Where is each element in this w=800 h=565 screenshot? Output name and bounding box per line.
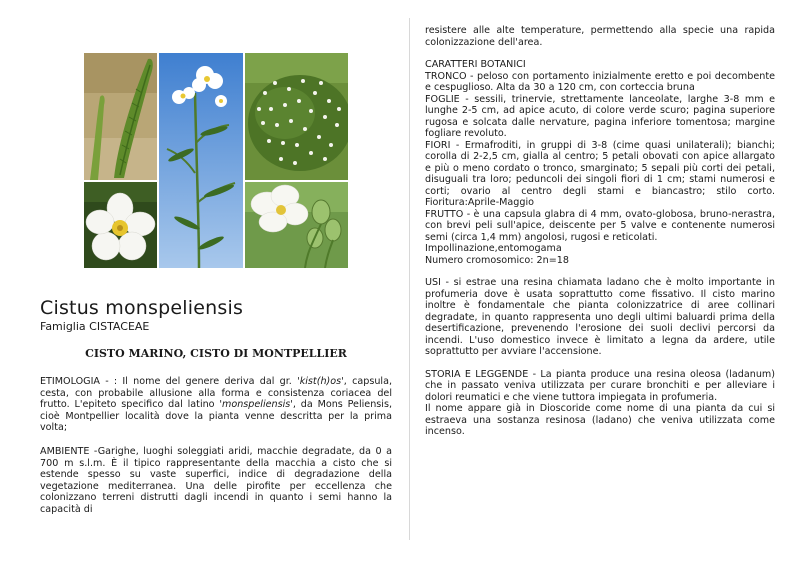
common-names: CISTO MARINO, CISTO DI MONTPELLIER (85, 347, 347, 360)
etimologia-label: ETIMOLOGIA - : (40, 376, 118, 387)
tronco-paragraph: TRONCO - peloso con portamento inizialmente eretto e poi decombente e cespuglioso. Alta da 30 a 120 cm, con corteccia bruna (425, 70, 775, 93)
column-divider (409, 18, 410, 540)
etimologia-paragraph (40, 376, 392, 434)
shrub-photo (245, 53, 348, 180)
fiori-paragraph: FIORI - Ermafroditi, in gruppi di 3-8 (cime quasi unilaterali); bianchi; corolla di 2-2,5 cm, gialla al centro; 5 petali obovati con apice allargato e più o meno cordato o tronco, smarginato; 5 sepali più corti dei petali, disuguali tra loro; peduncoli dei singoli fiori di 1 cm; stami numerosi e corti; ovario al centro degli stami e biancastro; stilo corto. Fioritura:Aprile-Maggio (425, 139, 775, 208)
etimologia-text-2: , capsula, cesta, con probabile allusione alla forma e consistenza coriacea del frutto. L'epiteto specifico dal latino (40, 376, 392, 411)
etimologia-greek-term: 'kist(h)os' (297, 376, 344, 387)
foglie-paragraph: FOGLIE - sessili, trinervie, strettamente lanceolate, larghe 3-8 mm e lunghe 2-5 cm, ad apice acuto, di colore verde scuro; pagina superiore rugosa e solcata dalle nervature, pagina inferiore tomentosa; margine fogliare revoluto. (425, 93, 775, 139)
storia-paragraph-2: Il nome appare già in Dioscoride come nome di una pianta da cui si estraeva una sostanza resinosa (ladano) che veniva utilizzata come incenso. (425, 403, 775, 437)
ambiente-paragraph: AMBIENTE -Garighe, luoghi soleggiati aridi, macchie degradate, da 0 a 700 m s.l.m. È il tipico rappresentante della macchia a cisto che si estende spesso su vaste superfici, indice di degradazione della vegetazione mediterranea. Una delle pirofite per eccellenza che colonizzano terreni distrutti dagli incendi in quanto i semi hanno la capacità di (40, 446, 392, 515)
cromosomi-line: Numero cromosomico: 2n=18 (425, 254, 569, 266)
photo-collage (84, 53, 348, 268)
frutto-paragraph: FRUTTO - è una capsula glabra di 4 mm, ovato-globosa, bruno-nerastra, con brevi peli sull'apice, deiscente per 5 valve e contenente numerosi semi (circa 1,4 mm) angolosi, rugosi e reticolati. (425, 208, 775, 243)
leaf-photo (84, 53, 157, 180)
usi-paragraph: USI - si estrae una resina chiamata ladano che è molto importante in profumeria dove è usata soprattutto come fissativo. Il cisto marino inoltre è fondamentale che pianta colonizzatrice di aree collinari degradate, in quanto rappresenta uno degli ultimi baluardi prima della desertificazione, prevenendo l'erosione dei suoli declivi percorsi da incendi. L'uso domestico invece è limitato a legna da ardere, utile soprattutto per avviare l'accensione. (425, 277, 775, 357)
family-name: Famiglia CISTACEAE (40, 320, 150, 333)
caratteri-heading: CARATTERI BOTANICI (425, 59, 526, 70)
etimologia-latin-term: 'monspeliensis' (219, 399, 293, 411)
scientific-name: Cistus monspeliensis (40, 297, 244, 319)
etimologia-text-1: Il nome del genere deriva dal gr. (117, 376, 298, 387)
right-column (425, 25, 775, 438)
etimologia-text-3: , da Mons Peliensis, cioè Montpellier località dove la pianta venne descritta per la prima volta; (40, 399, 392, 434)
flower-closeup-photo (84, 182, 157, 268)
branch-flowers-photo (159, 53, 243, 268)
ambiente-continuation: resistere alle alte temperature, permettendo alla specie una rapida colonizzazione dell'area. (425, 25, 775, 48)
impollinazione-line: Impollinazione,entomogama (425, 243, 562, 254)
storia-paragraph-1: STORIA E LEGGENDE - La pianta produce una resina oleosa (ladanum) che in passato veniva utilizzata per curare bronchiti e per alleviare i dolori reumatici e che viene tuttora impiegata in profumeria. (425, 368, 775, 403)
flower-buds-photo (245, 182, 348, 268)
